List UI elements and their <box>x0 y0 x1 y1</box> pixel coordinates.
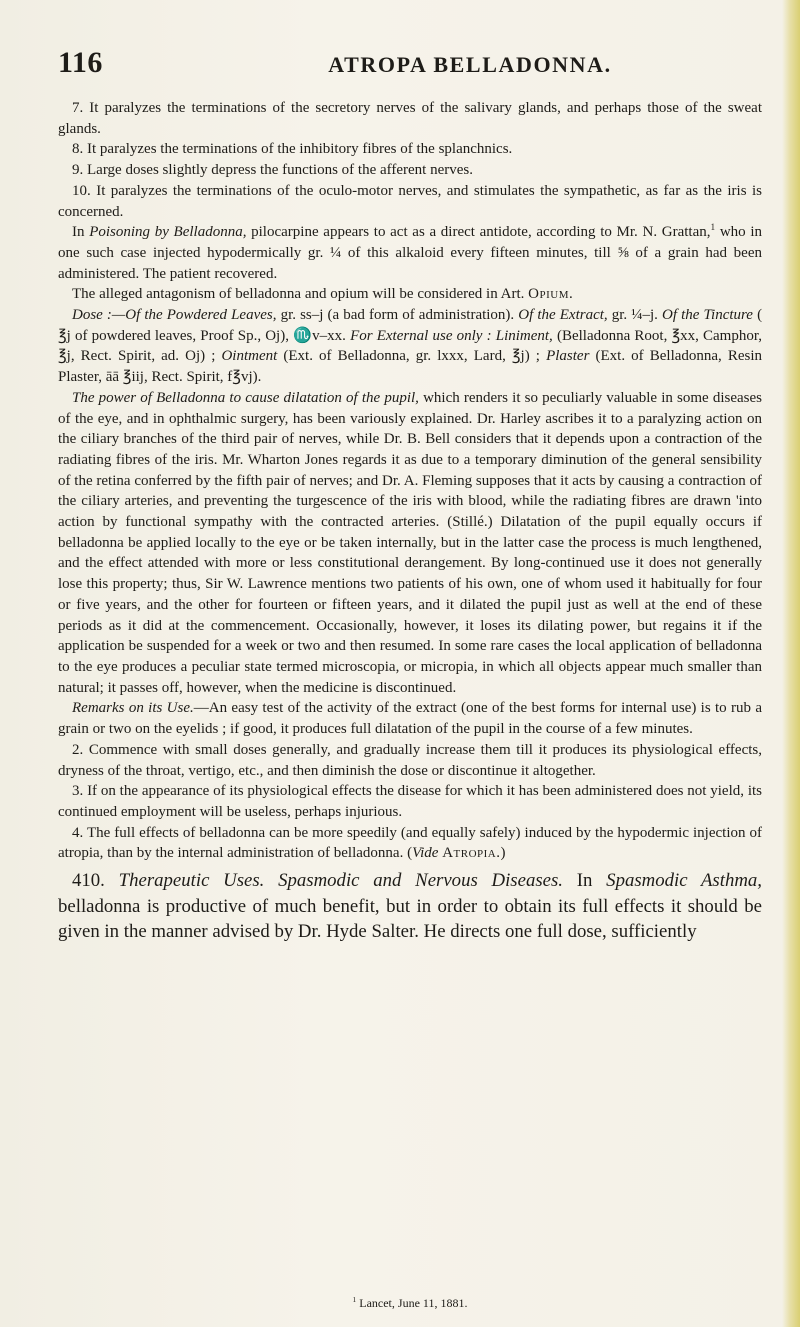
body-text <box>58 98 762 945</box>
remark-3: 3. If on the appearance of its physiological effects the disease for which it has been administered does not yield, its continued employment will be useless, perhaps injurious. <box>58 783 762 820</box>
antagonism-paragraph: The alleged antagonism of belladonna and opium will be considered in Art. Opium. <box>72 286 574 303</box>
page-number: 116 <box>58 46 103 79</box>
cross-reference-atropia: Atropia. <box>442 845 501 862</box>
page-edge <box>782 0 800 1327</box>
numbered-paragraph-10: 10. It paralyzes the terminations of the oculo-motor nerves, and stimulates the sympathetic, as far as the iris is concerned. <box>58 182 762 220</box>
section-410-paragraph: 410. Therapeutic Uses. Spasmodic and Nervous Diseases. In Spasmodic Asthma, belladonna is productive of much benefit, but in order to obtain its full effects it should be given in the manner advised by Dr. Hyde Salter. He directs one full dose, sufficiently <box>58 870 763 943</box>
footnote-text: Lancet, June 11, 1881. <box>359 1296 468 1310</box>
remarks-paragraph: Remarks on its Use.—An easy test of the activity of the extract (one of the best forms for internal use) is to rub a grain or two on the eyelids ; if good, it produces full dilatation of the pupil in the course of a few minutes. <box>58 700 762 738</box>
remark-4: 4. The full effects of belladonna can be more speedily (and equally safely) induced by the hypodermic injection of atropia, than by the internal administration of belladonna. (Vide Atropia.) <box>58 824 762 862</box>
cross-reference-opium: Opium. <box>528 286 574 303</box>
running-title: ATROPA BELLADONNA. <box>328 52 612 77</box>
pupil-dilatation-paragraph: The power of Belladonna to cause dilatation of the pupil, which renders it so peculiarly valuable in some diseases of the eye, and in ophthalmic surgery, has been variously explained. Dr. Harley ascribes it to a paralyzing action on the ciliary branches of the third pair of nerves, while Dr. B. Bell considers that it depends upon a contraction of the radiating fibres of the iris. Mr. Wharton Jones regards it as due to a temporary diminution of the general sensibility of the retina conferred by the fifth pair of nerves; and Dr. A. Fleming supposes that it acts by causing a contraction of the ciliary arteries, and preventing the turgescence of the iris with blood, while the radiating fibres are drawn 'into action by functional sympathy with the contracted arteries. (Stillé.) Dilatation of the pupil equally occurs if belladonna be applied locally to the eye or be taken internally, but in the latter case the process is much lengthened, and the effect attended with more or less constitutional derangement. By long-continued use it does not generally lose this property; thus, Sir W. Lawrence mentions two patients of his own, one of whom used it habitually for four or five years, and the other for fourteen or fifteen years, and it dilated the pupil just as well at the end of these periods as it did at the commencement. Occasionally, however, it loses its dilating power, but regains it if the application be suspended for a week or two and then resumed. In some rare cases the local application of belladonna to the eye produces a peculiar state termed microscopia, or micropia, in which all objects appear much smaller than natural; it passes off, however, when the medicine is discontinued. <box>58 389 762 696</box>
numbered-paragraph-9: 9. Large doses slightly depress the functions of the afferent nerves. <box>72 162 474 179</box>
page-header <box>58 46 762 86</box>
poisoning-paragraph: In Poisoning by Belladonna, pilocarpine appears to act as a direct antidote, according to Mr. N. Grattan,$^1$ who in one such case injected hypodermically gr. ¼ of this alkaloid every fifteen minutes, till ⅝ of a grain had been administered. The patient recovered. <box>58 223 763 282</box>
dose-paragraph: Dose :—Of the Powdered Leaves, gr. ss–j (a bad form of administration). Of the Extract, gr. ¼–j. Of the Tincture ( ℥j of powdered leaves, Proof Sp., Oj), ♏v–xx. For External use only : Liniment, (Belladonna Root, ℥xx, Camphor, ℥j, Rect. Spirit, ad. Oj) ; Ointment (Ext. of Belladonna, gr. lxxx, Lard, ℥j) ; Plaster (Ext. of Belladonna, Resin Plaster, āā ℥iij, Rect. Spirit, f℥vj). <box>58 307 763 386</box>
numbered-paragraph-8: 8. It paralyzes the terminations of the inhibitory fibres of the splanchnics. <box>72 141 513 158</box>
section-heading: Therapeutic Uses. Spasmodic and Nervous Diseases. <box>118 870 563 892</box>
footnote <box>58 1296 762 1311</box>
remark-2: 2. Commence with small doses generally, and gradually increase them till it produces its physiological effects, dryness of the throat, vertigo, etc., and then diminish the dose or discontinue it altogether. <box>58 741 762 779</box>
footnote-marker: 1 <box>352 1295 357 1304</box>
footnote-reference[interactable]: 1 <box>710 223 716 234</box>
numbered-paragraph-7: 7. It paralyzes the terminations of the secretory nerves of the salivary glands, and perhaps those of the sweat glands. <box>58 100 762 137</box>
